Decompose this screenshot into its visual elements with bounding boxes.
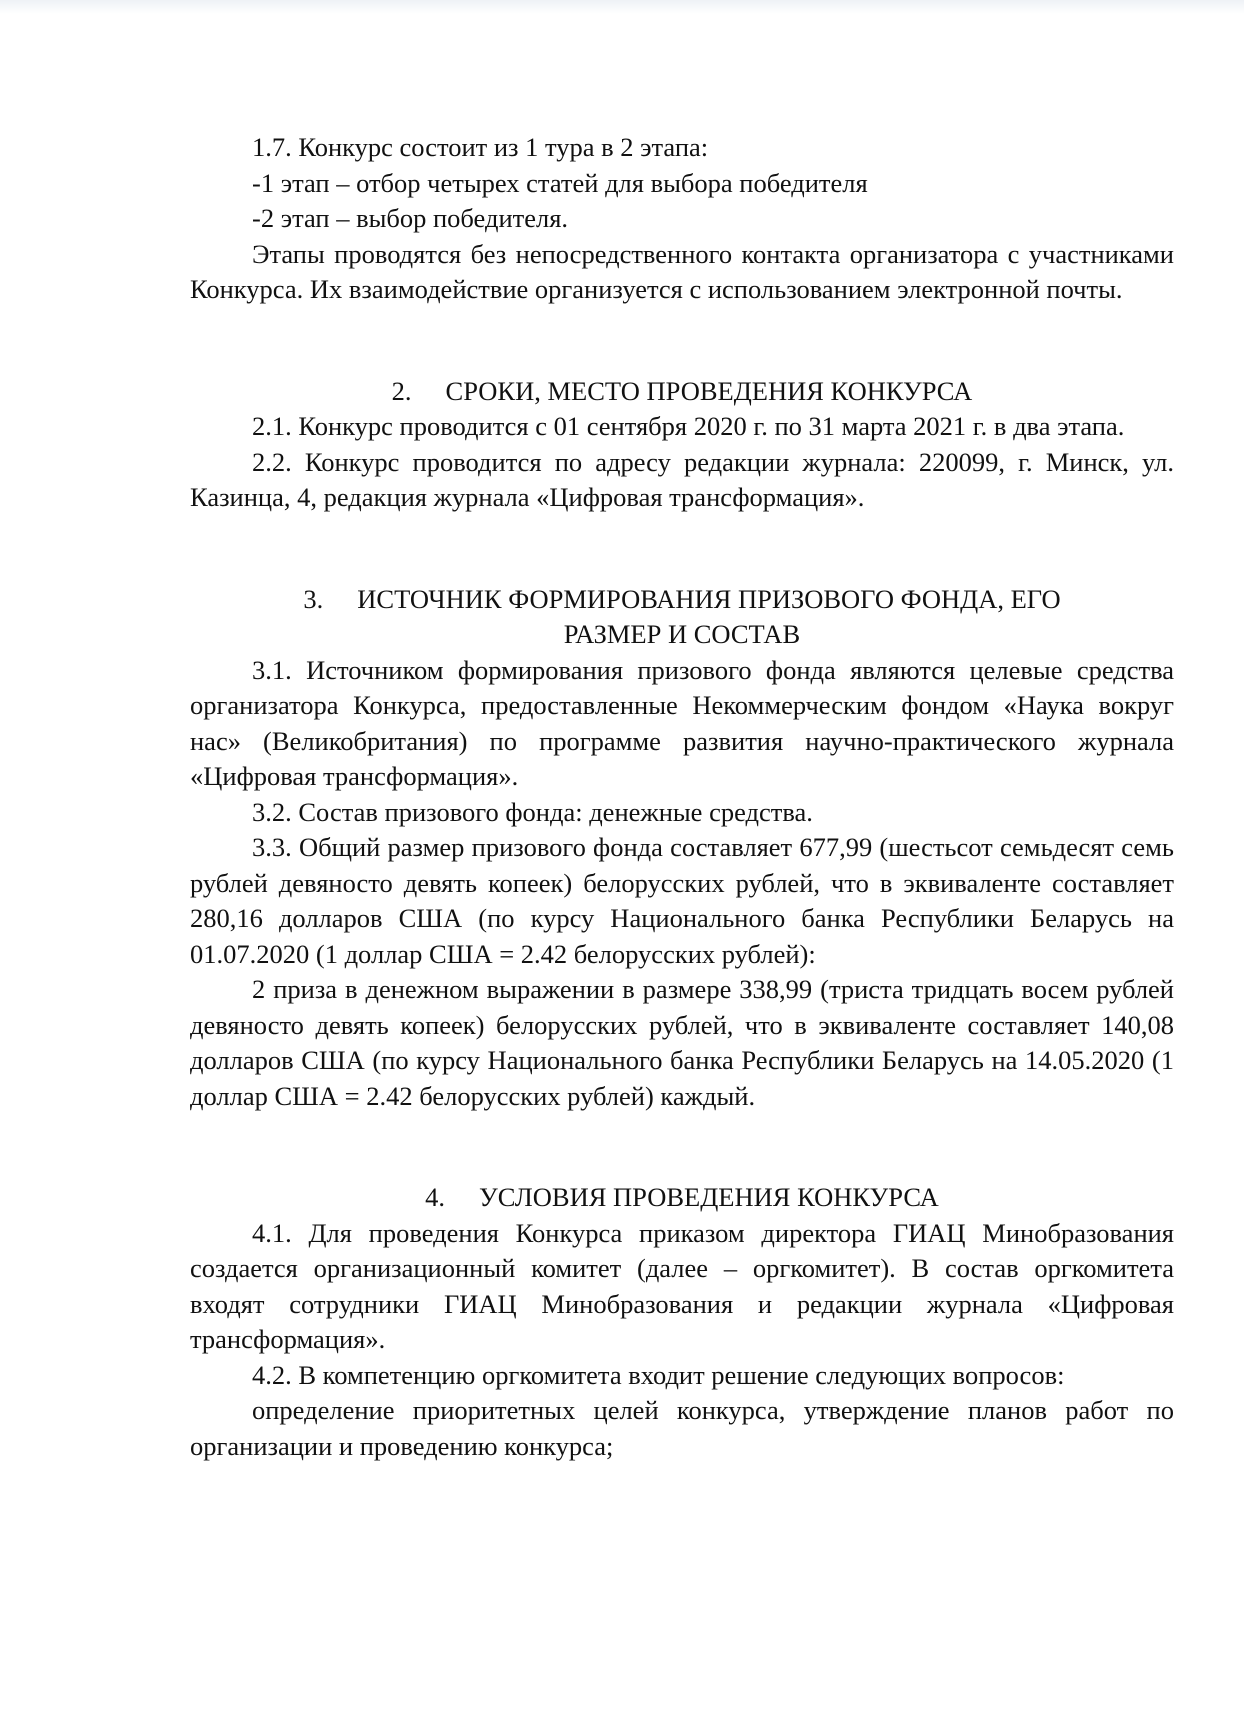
stage-2-item: -2 этап – выбор победителя. bbox=[252, 203, 569, 233]
section-3-title-line2: РАЗМЕР И СОСТАВ bbox=[563, 619, 801, 649]
stage-1-item: -1 этап – отбор четырех статей для выбора победителя bbox=[252, 167, 868, 198]
clause-2-1: 2.1. Конкурс проводится с 01 сентября 2020 г. по 31 марта 2021 г. в два этапа. bbox=[252, 411, 1125, 441]
document-page bbox=[190, 130, 1174, 1464]
clause-1-7: 1.7. Конкурс состоит из 1 тура в 2 этапа: bbox=[252, 132, 709, 162]
section-2-number: 2. bbox=[391, 375, 412, 406]
section-4-title: УСЛОВИЯ ПРОВЕДЕНИЯ КОНКУРСА bbox=[479, 1182, 939, 1212]
clause-4-2: 4.2. В компетенцию оргкомитета входит решение следующих вопросов: bbox=[252, 1359, 1065, 1390]
section-2-heading bbox=[190, 374, 1174, 410]
scan-top-edge bbox=[0, 0, 1244, 14]
clause-3-3: 3.3. Общий размер призового фонда составляет 677,99 (шестьсот семьдесят семь рублей девяносто девять копеек) белорусских рублей, что в эквиваленте составляет 280,16 долларов США (по курсу Национального банка Республики Беларусь на 01.07.2020 (1 доллар США = 2.42 белорусских рублей): bbox=[190, 832, 1174, 969]
prizes-paragraph: 2 приза в денежном выражении в размере 338,99 (триста тридцать восем рублей девяносто девять копеек) белорусских рублей, что в эквиваленте составляет 140,08 долларов США (по курсу Национального банка Республики Беларусь на 14.05.2020 (1 доллар США = 2.42 белорусских рублей) каждый. bbox=[190, 974, 1174, 1111]
section-spacer bbox=[190, 308, 1174, 374]
clause-4-2-item-1: определение приоритетных целей конкурса, утверждение планов работ по организации и проведению конкурса; bbox=[190, 1395, 1174, 1461]
section-spacer bbox=[190, 516, 1174, 582]
clause-2-2: 2.2. Конкурс проводится по адресу редакции журнала: 220099, г. Минск, ул. Казинца, 4, редакция журнала «Цифровая трансформация». bbox=[190, 446, 1174, 512]
section-4-number: 4. bbox=[425, 1182, 446, 1212]
section-4-heading bbox=[190, 1180, 1174, 1216]
section-2-title: СРОКИ, МЕСТО ПРОВЕДЕНИЯ КОНКУРСА bbox=[445, 375, 973, 406]
section-3-heading bbox=[190, 582, 1174, 653]
clause-3-2: 3.2. Состав призового фонда: денежные средства. bbox=[252, 796, 813, 827]
stages-note-paragraph: Этапы проводятся без непосредственного контакта организатора с участниками Конкурса. Их взаимодействие организуется с использованием электронной почты. bbox=[190, 238, 1174, 304]
clause-3-1: 3.1. Источником формирования призового фонда являются целевые средства организатора Конкурса, предоставленные Некоммерческим фондом «Наука вокруг нас» (Великобритания) по программе развития научно-практического журнала «Цифровая трансформация». bbox=[190, 654, 1174, 791]
clause-4-1: 4.1. Для проведения Конкурса приказом директора ГИАЦ Минобразования создается организационный комитет (далее – оргкомитет). В состав оргкомитета входят сотрудники ГИАЦ Минобразования и редакции журнала «Цифровая трансформация». bbox=[190, 1217, 1174, 1354]
section-3-title-line1: ИСТОЧНИК ФОРМИРОВАНИЯ ПРИЗОВОГО ФОНДА, ЕГО bbox=[357, 583, 1061, 614]
section-3-number: 3. bbox=[303, 583, 324, 614]
section-spacer bbox=[190, 1114, 1174, 1180]
